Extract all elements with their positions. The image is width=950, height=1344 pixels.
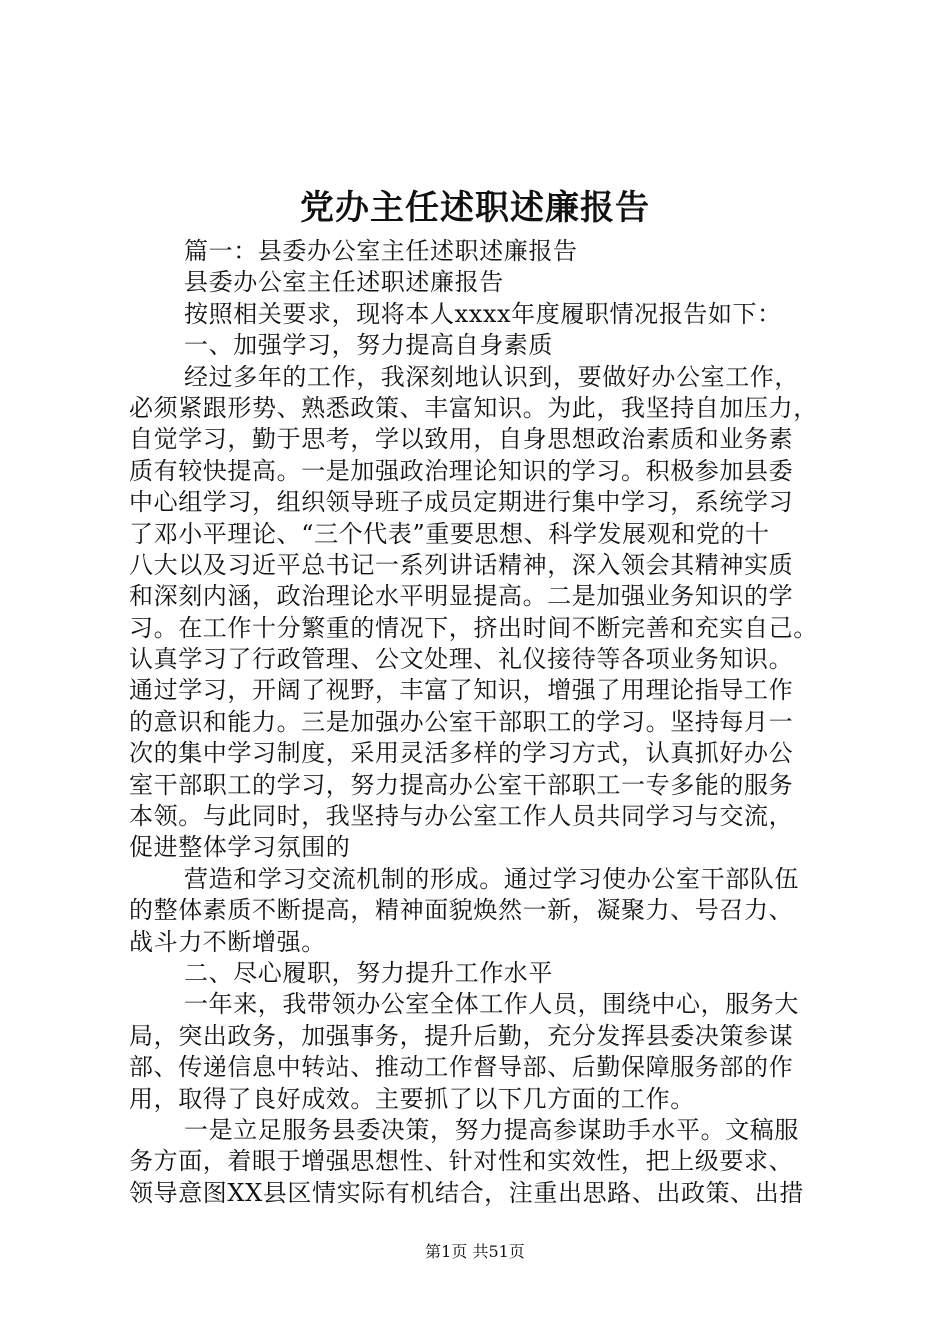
- text-line: 通过学习，开阔了视野，丰富了知识，增强了用理论指导工作: [129, 676, 794, 705]
- text-line: 的意识和能力。三是加强办公室干部职工的学习。坚持每月一: [129, 707, 794, 736]
- text-line: 用，取得了良好成效。主要抓了以下几方面的工作。: [129, 1084, 695, 1113]
- text-line: 一、加强学习，努力提高自身素质: [184, 331, 553, 360]
- text-line: 和深刻内涵，政治理论水平明显提高。二是加强业务知识的学: [129, 582, 794, 611]
- text-line: 局，突出政务，加强事务，提升后勤，充分发挥县委决策参谋: [129, 1021, 794, 1050]
- text-line: 部、传递信息中转站、推动工作督导部、后勤保障服务部的作: [129, 1053, 794, 1082]
- document-body: [129, 236, 853, 1209]
- text-line: 促进整体学习氛围的: [129, 833, 351, 862]
- text-line: 必须紧跟形势、熟悉政策、丰富知识。为此，我坚持自加压力，: [129, 393, 818, 422]
- text-line: 了邓小平理论、“三个代表”重要思想、科学发展观和党的十: [129, 519, 770, 548]
- text-line: 中心组学习，组织领导班子成员定期进行集中学习，系统学习: [129, 488, 794, 517]
- text-line: 二、尽心履职，努力提升工作水平: [184, 958, 553, 987]
- text-line: 的整体素质不断提高，精神面貌焕然一新，凝聚力、号召力、: [129, 896, 794, 925]
- text-line: 一年来，我带领办公室全体工作人员，围绕中心，服务大: [184, 990, 799, 1019]
- text-line: 八大以及习近平总书记一系列讲话精神，深入领会其精神实质: [129, 550, 794, 579]
- text-line: 本领。与此同时，我坚持与办公室工作人员共同学习与交流，: [129, 802, 794, 831]
- text-line: 认真学习了行政管理、公文处理、礼仪接待等各项业务知识。: [129, 645, 794, 674]
- text-line: 自觉学习，勤于思考，学以致用，自身思想政治素质和业务素: [129, 425, 794, 454]
- text-line: 次的集中学习制度，采用灵活多样的学习方式，认真抓好办公: [129, 739, 794, 768]
- text-line: 按照相关要求，现将本人xxxx年度履职情况报告如下：: [184, 299, 782, 328]
- document-title: 党办主任述职述廉报告: [300, 188, 650, 228]
- text-line: 习。在工作十分繁重的情况下，挤出时间不断完善和充实自己。: [129, 613, 818, 642]
- text-line: 篇一：县委办公室主任述职述廉报告: [184, 237, 578, 265]
- text-line: 质有较快提高。一是加强政治理论知识的学习。积极参加县委: [129, 456, 794, 485]
- text-line: 一是立足服务县委决策，努力提高参谋助手水平。文稿服: [184, 1115, 799, 1144]
- page-footer: 第1页 共51页: [425, 1242, 525, 1261]
- text-line: 营造和学习交流机制的形成。通过学习使办公室干部队伍: [184, 864, 799, 893]
- text-line: 室干部职工的学习，努力提高办公室干部职工一专多能的服务: [129, 770, 794, 799]
- text-line: 经过多年的工作，我深刻地认识到，要做好办公室工作，: [184, 362, 799, 391]
- text-line: 领导意图XX县区情实际有机结合，注重出思路、出政策、出措: [129, 1178, 804, 1207]
- text-line: 战斗力不断增强。: [129, 927, 326, 956]
- text-line: 县委办公室主任述职述廉报告: [184, 268, 504, 297]
- text-line: 务方面，着眼于增强思想性、针对性和实效性，把上级要求、: [129, 1147, 794, 1176]
